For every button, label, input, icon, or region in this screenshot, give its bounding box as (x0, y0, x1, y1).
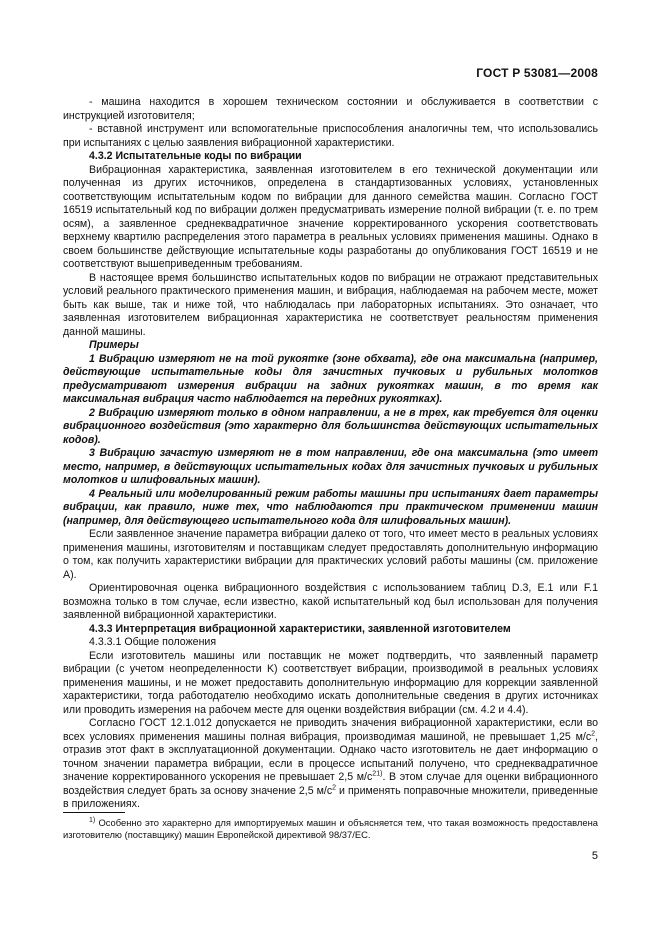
superscript: 2 (372, 770, 377, 778)
paragraph-text: и применять поправочные множители, приведенные в приложениях. (63, 784, 598, 810)
section-heading: 4.3.2 Испытательные коды по вибрации (89, 150, 302, 162)
paragraph: Если заявленное значение параметра вибрации далеко от того, что имеет место в реальных условиях применения машины, изготовителям и поставщикам следует предоставлять дополнительную информацию о том, как получить характеристики вибрации для практических условий работы машины (см. приложение А). (63, 528, 598, 581)
example-item: 2 Вибрацию измеряют только в одном направлении, а не в трех, как требуется для оценки вибрационного воздействия (это характерно для большинства действующих испытательных кодов). (63, 406, 598, 446)
footnote (63, 817, 598, 841)
list-item: - вставной инструмент или вспомогательные приспособления аналогичны тем, что использовались при испытаниях с целью заявления вибрационной характеристики. (63, 123, 598, 149)
paragraph: Вибрационная характеристика, заявленная изготовителем в его технической документации или полученная из других источников, определена в стандартизованных условиях, установленных соответствующим испытательным кодом по вибрации для данного семейства машин. Согласно ГОСТ 16519 испытательный код по вибрации должен предусматривать измерение полной вибрации (т. е. по трем осям), а заявленное среднеквадратичное значение корректированного ускорения соответствовать верхнему квартилю распределения этого параметра в реальных условиях применения машины. Однако в своем большинстве действующие испытательные коды разработаны до опубликования ГОСТ 16519 и не соответствуют вышеприведенным требованиям. (63, 163, 598, 270)
footnote-reference[interactable]: 1) (376, 770, 383, 778)
superscript: 2 (591, 729, 596, 737)
paragraph: Ориентировочная оценка вибрационного воздействия с использованием таблиц D.3, E.1 или F.1 возможна только в том случае, если известно, какой испытательный код был использован для получения заявленной вибрационной характеристики. (63, 582, 598, 621)
page-body (63, 96, 598, 812)
footnote-marker: 1) (89, 816, 96, 824)
examples-heading: Примеры (89, 339, 139, 351)
list-item: - машина находится в хорошем техническом состоянии и обслуживается в соответствии с инструкцией изготовителя; (63, 96, 598, 122)
paragraph-text: Согласно ГОСТ 12.1.012 допускается не приводить значения вибрационной характеристики, если во всех условиях применения машины полная вибрация, производимая машиной, не превышает 1,25 м/с (63, 717, 598, 743)
paragraph-text: . В этом случае для оценки вибрационного воздействия следует брать за основу значение 2,5 м/с (63, 771, 598, 797)
footnote-text: Особенно это характерно для импортируемых машин и объясняется тем, что такая возможность предоставлена изготовителю (поставщику) машин Европейской директивой 98/37/ЕС. (63, 817, 598, 840)
document-code: ГОСТ Р 53081—2008 (476, 66, 598, 80)
footnote-divider (63, 812, 125, 813)
paragraph (63, 717, 598, 812)
example-item: 1 Вибрацию измеряют не на той рукоятке (зоне обхвата), где она максимальна (например, действующие испытательные коды для зачистных пучковых и рубильных молотков предусматривают измерения вибрации на задних рукоятках машин, в то время как максимальная вибрация часто наблюдается на передних рукоятках). (63, 352, 598, 405)
example-item: 3 Вибрацию зачастую измеряют не в том направлении, где она максимальна (это имеет место, например, в действующих испытательных кодах для зачистных пучковых и рубильных молотков и шлифовальных машин). (63, 447, 598, 486)
superscript: 2 (332, 783, 337, 791)
page-number: 5 (591, 850, 598, 862)
section-heading: 4.3.3 Интерпретация вибрационной характеристики, заявленной изготовителем (89, 622, 511, 635)
example-item: 4 Реальный или моделированный режим работы машины при испытаниях дает параметры вибрации, как правило, ниже тех, что наблюдаются при практическом применении машин (например, для действующего испытательного кода для шлифовальных машин). (63, 487, 598, 527)
paragraph-text: , отразив этот факт в эксплуатационной документации. Однако часто изготовитель не дает информацию о точном значении параметра вибрации, если в процессе испытаний получено, что среднеквадратичное значение корректированного ускорения не превышает 2,5 м/с (63, 730, 598, 783)
paragraph: Если изготовитель машины или поставщик не может подтвердить, что заявленный параметр вибрации (с учетом неопределенности K) соответствует вибрации, производимой в реальных условиях применения машины, и не может предоставить дополнительную информацию для коррекции заявленной характеристики, тогда работодателю необходимо искать дополнительные сведения в других источниках или проводить измерения на рабочем месте для оценки воздействия вибрации (см. 4.2 и 4.4). (63, 649, 598, 716)
paragraph: В настоящее время большинство испытательных кодов по вибрации не отражают представительных условий реального практического применения машин, и вибрация, наблюдаемая на рабочем месте, может быть как выше, так и ниже той, что наблюдалась при лабораторных испытаниях. Это означает, что заявленная изготовителем вибрационная характеристика не соответствует реальностям применения данной машины. (63, 271, 598, 338)
subsection-heading: 4.3.3.1 Общие положения (89, 636, 217, 648)
